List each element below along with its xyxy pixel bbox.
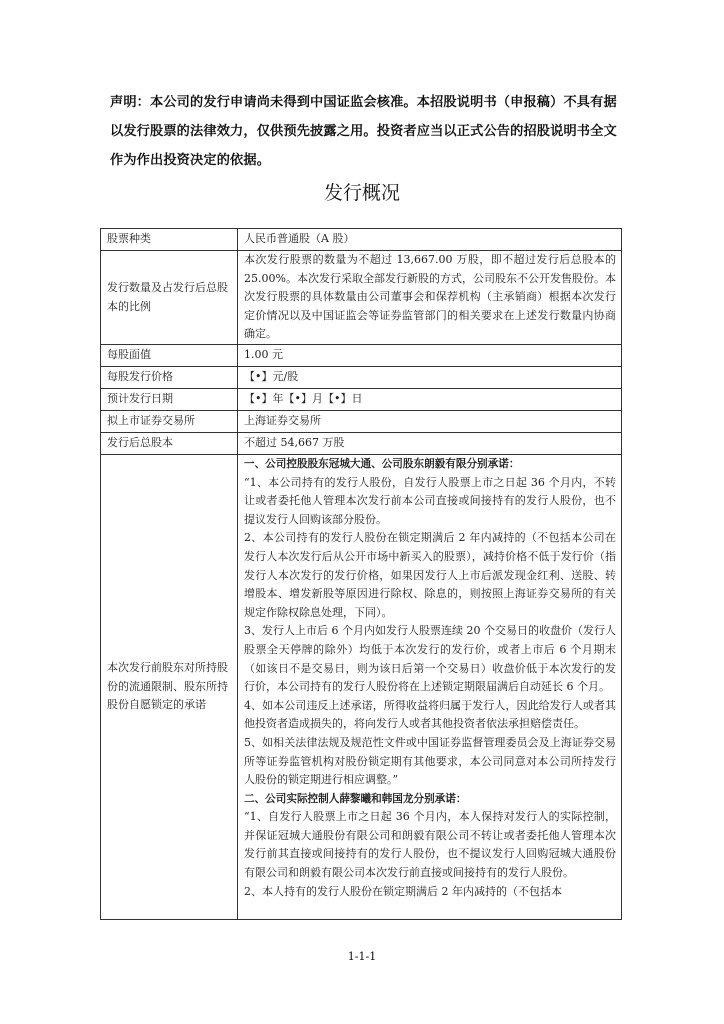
lockup-heading-1: 一、公司控股股东冠城大通、公司股东朗毅有限分别承诺： [244, 458, 520, 470]
table-row [101, 455, 622, 920]
lockup-paragraph: 5、如相关法律法规及规范性文件或中国证券监督管理委员会及上海证券交易所等证券监管机构对股份锁定期有其他要求，本公司同意对本公司所持发行人股份的锁定期进行相应调整。” [244, 735, 616, 787]
row-value: 不超过 54,667 万股 [238, 433, 622, 455]
table-row [101, 229, 622, 251]
table-row [101, 345, 622, 367]
page-number: 1-1-1 [347, 950, 377, 963]
row-label: 本次发行前股东对所持股份的流通限制、股东所持股份自愿锁定的承诺 [101, 455, 238, 920]
page-title: 发行概况 [323, 182, 400, 204]
row-value: 人民币普通股（A 股） [238, 229, 622, 251]
row-label: 发行数量及占发行后总股本的比例 [101, 251, 238, 345]
row-value [238, 455, 622, 920]
row-value: 本次发行股票的数量为不超过 13,667.00 万股，即不超过发行后总股本的 25.00%。本次发行采取全部发行新股的方式，公司股东不公开发售股份。本次发行股票的具体数量由公司董事会和保荐机构（主承销商）根据本次发行定价情况以及中国证监会等证券监管部门的相关要求在上述发行数量内协商确定。 [238, 251, 622, 345]
table-row [101, 389, 622, 411]
lockup-paragraph: 3、发行人上市后 6 个月内如发行人股票连续 20 个交易日的收盘价（发行人股票全天停牌的除外）均低于本次发行的发行价，或者上市后 6 个月期末（如该日不是交易日，则为该日后第一个交易日）收盘价低于本次发行的发行价，本公司持有的发行人股份将在上述锁定期限届满后自动延长 6 个月。 [244, 624, 616, 694]
row-value: 【•】元/股 [238, 367, 622, 389]
lockup-paragraph: 2、本公司持有的发行人股份在锁定期满后 2 年内减持的（不包括本公司在发行人本次发行后从公开市场中新买入的股票），减持价格不低于发行价（指发行人本次发行的发行价格，如果因发行人上市后派发现金红利、送股、转增股本、增发新股等原因进行除权、除息的，则按照上海证券交易所的有关规定作除权除息处理，下同）。 [244, 531, 616, 619]
row-label: 预计发行日期 [101, 389, 238, 411]
row-value: 【•】年【•】月【•】日 [238, 389, 622, 411]
row-label: 拟上市证券交易所 [101, 411, 238, 433]
row-value: 上海证券交易所 [238, 411, 622, 433]
table-row [101, 433, 622, 455]
row-label: 每股发行价格 [101, 367, 238, 389]
lockup-paragraph: “1、本公司持有的发行人股份，自发行人股票上市之日起 36 个月内，不转让或者委托他人管理本次发行前本公司直接或间接持有的发行人股份，也不提议发行人回购该部分股份。 [244, 475, 616, 526]
row-label: 发行后总股本 [101, 433, 238, 455]
disclaimer: 声明：本公司的发行申请尚未得到中国证监会核准。本招股说明书（申报稿）不具有据以发行股票的法律效力，仅供预先披露之用。投资者应当以正式公告的招股说明书全文作为作出投资决定的依据。 [110, 95, 617, 168]
table-row [101, 411, 622, 433]
table-row [101, 367, 622, 389]
row-value: 1.00 元 [238, 345, 622, 367]
table-row [101, 251, 622, 345]
issue-overview-table [100, 228, 622, 920]
row-label: 每股面值 [101, 345, 238, 367]
lockup-paragraph: 2、本人持有的发行人股份在锁定期满后 2 年内减持的（不包括本 [244, 884, 562, 898]
row-label: 股票种类 [101, 229, 238, 251]
lockup-paragraph: “1、自发行人股票上市之日起 36 个月内，本人保持对发行人的实际控制，并保证冠城大通股份有限公司和朗毅有限公司不转让或者委托他人管理本次发行前其直接或间接持有的发行人股份，也不提议发行人回购冠城大通股份有限公司和朗毅有限公司本次发行前直接或间接持有的发行人股份。 [244, 810, 616, 880]
lockup-paragraph: 4、如本公司违反上述承诺，所得收益将归属于发行人，因此给发行人或者其他投资者造成损失的，将向发行人或者其他投资者依法承担赔偿责任。 [244, 698, 616, 731]
lockup-heading-2: 二、公司实际控制人薛黎曦和韩国龙分别承诺： [244, 792, 467, 805]
